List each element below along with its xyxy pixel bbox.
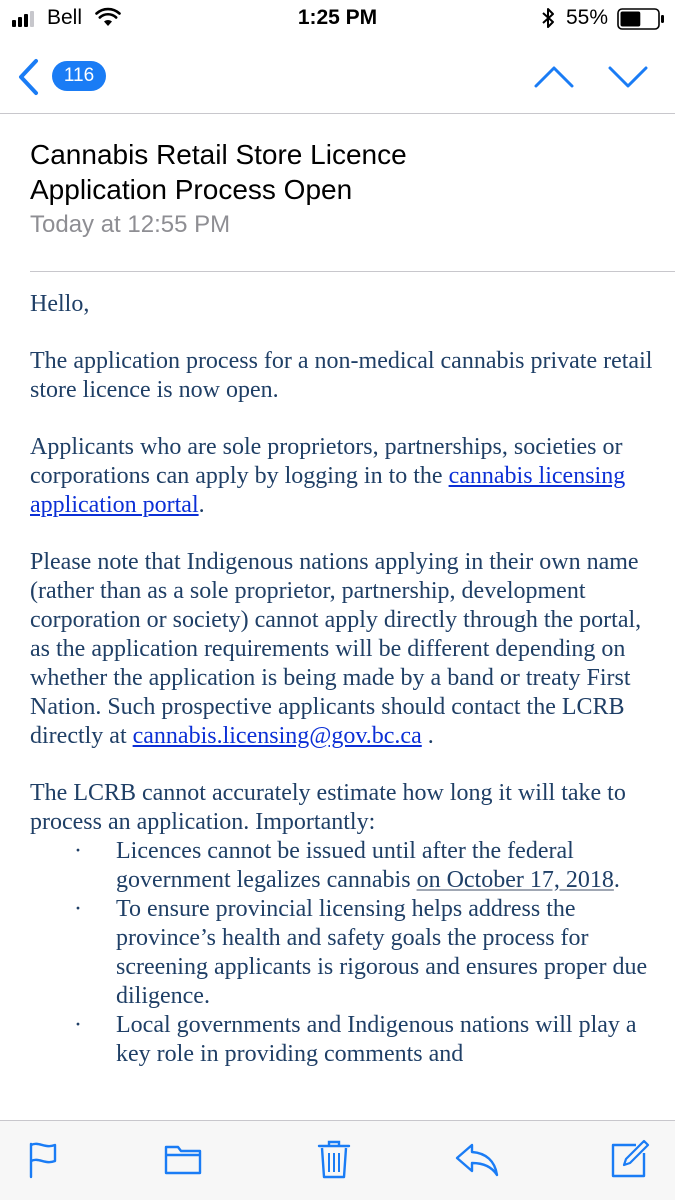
email-address-link[interactable]: cannabis.licensing@gov.bc.ca (132, 723, 422, 749)
bullet-marker: · (74, 896, 82, 922)
carrier-name: Bell (47, 6, 83, 29)
back-button[interactable] (12, 54, 112, 98)
bottom-toolbar (0, 1120, 675, 1200)
bullet-1-end: . (613, 867, 620, 893)
status-bar (0, 0, 675, 40)
paragraph-2-text: Applicants who are sole proprietors, partnerships, societies or corporations can apply by logging in to the (30, 434, 623, 489)
email-subject-line1: Cannabis Retail Store Licence (30, 139, 407, 170)
list-item (30, 837, 665, 895)
flag-icon[interactable] (25, 1139, 65, 1179)
compose-icon[interactable] (610, 1139, 650, 1179)
bullet-2-text: To ensure provincial licensing helps address the province’s health and safety goals the process for screening applicants is rigorous and ensures proper due diligence. (116, 896, 648, 1009)
list-item (30, 1011, 665, 1069)
portal-link[interactable]: cannabis licensing application portal (30, 463, 626, 518)
folder-icon[interactable] (163, 1139, 203, 1179)
list-item (30, 895, 665, 1011)
email-date: Today at 12:55 PM (30, 211, 231, 238)
chevron-up-icon[interactable] (532, 60, 576, 94)
navigation-bar (0, 40, 675, 114)
paragraph-3-end: . (421, 723, 434, 749)
reply-icon[interactable] (454, 1139, 500, 1179)
bullet-marker: · (74, 1012, 82, 1038)
bullet-3-text: Local governments and Indigenous nations will play a key role in providing comments and (116, 1012, 637, 1067)
chevron-left-icon (16, 58, 40, 96)
date-link[interactable]: on October 17, 2018 (416, 867, 614, 893)
greeting: Hello, (30, 291, 90, 317)
email-subject-line2: Application Process Open (30, 174, 353, 205)
paragraph-3 (30, 548, 665, 751)
status-time: 1:25 PM (297, 6, 378, 29)
battery-icon (617, 8, 665, 30)
email-body (30, 290, 665, 1069)
email-subject (30, 137, 650, 207)
paragraph-1: The application process for a non-medical cannabis private retail store licence is now open. (30, 348, 653, 403)
paragraph-3-text: Please note that Indigenous nations applying in their own name (rather than as a sole proprietor, partnership, development corporation or society) cannot apply directly through the portal, as the application requirements will be different depending on whether the application is being made by a band or treaty First Nation. Such prospective applicants should contact the LCRB directly at (30, 549, 642, 749)
paragraph-2 (30, 433, 665, 520)
paragraph-2-end: . (198, 492, 205, 518)
unread-count-badge: 116 (52, 61, 106, 91)
bullet-marker: · (74, 838, 82, 864)
trash-icon[interactable] (314, 1139, 354, 1179)
paragraph-4: The LCRB cannot accurately estimate how long it will take to process an application. Importantly: (30, 780, 626, 835)
chevron-down-icon[interactable] (606, 60, 650, 94)
battery-percent: 55% (566, 6, 609, 29)
bluetooth-icon (541, 7, 555, 29)
header-divider (30, 271, 675, 272)
bullet-list (30, 837, 665, 1069)
bullet-1-text: Licences cannot be issued until after the federal government legalizes cannabis (116, 838, 574, 893)
